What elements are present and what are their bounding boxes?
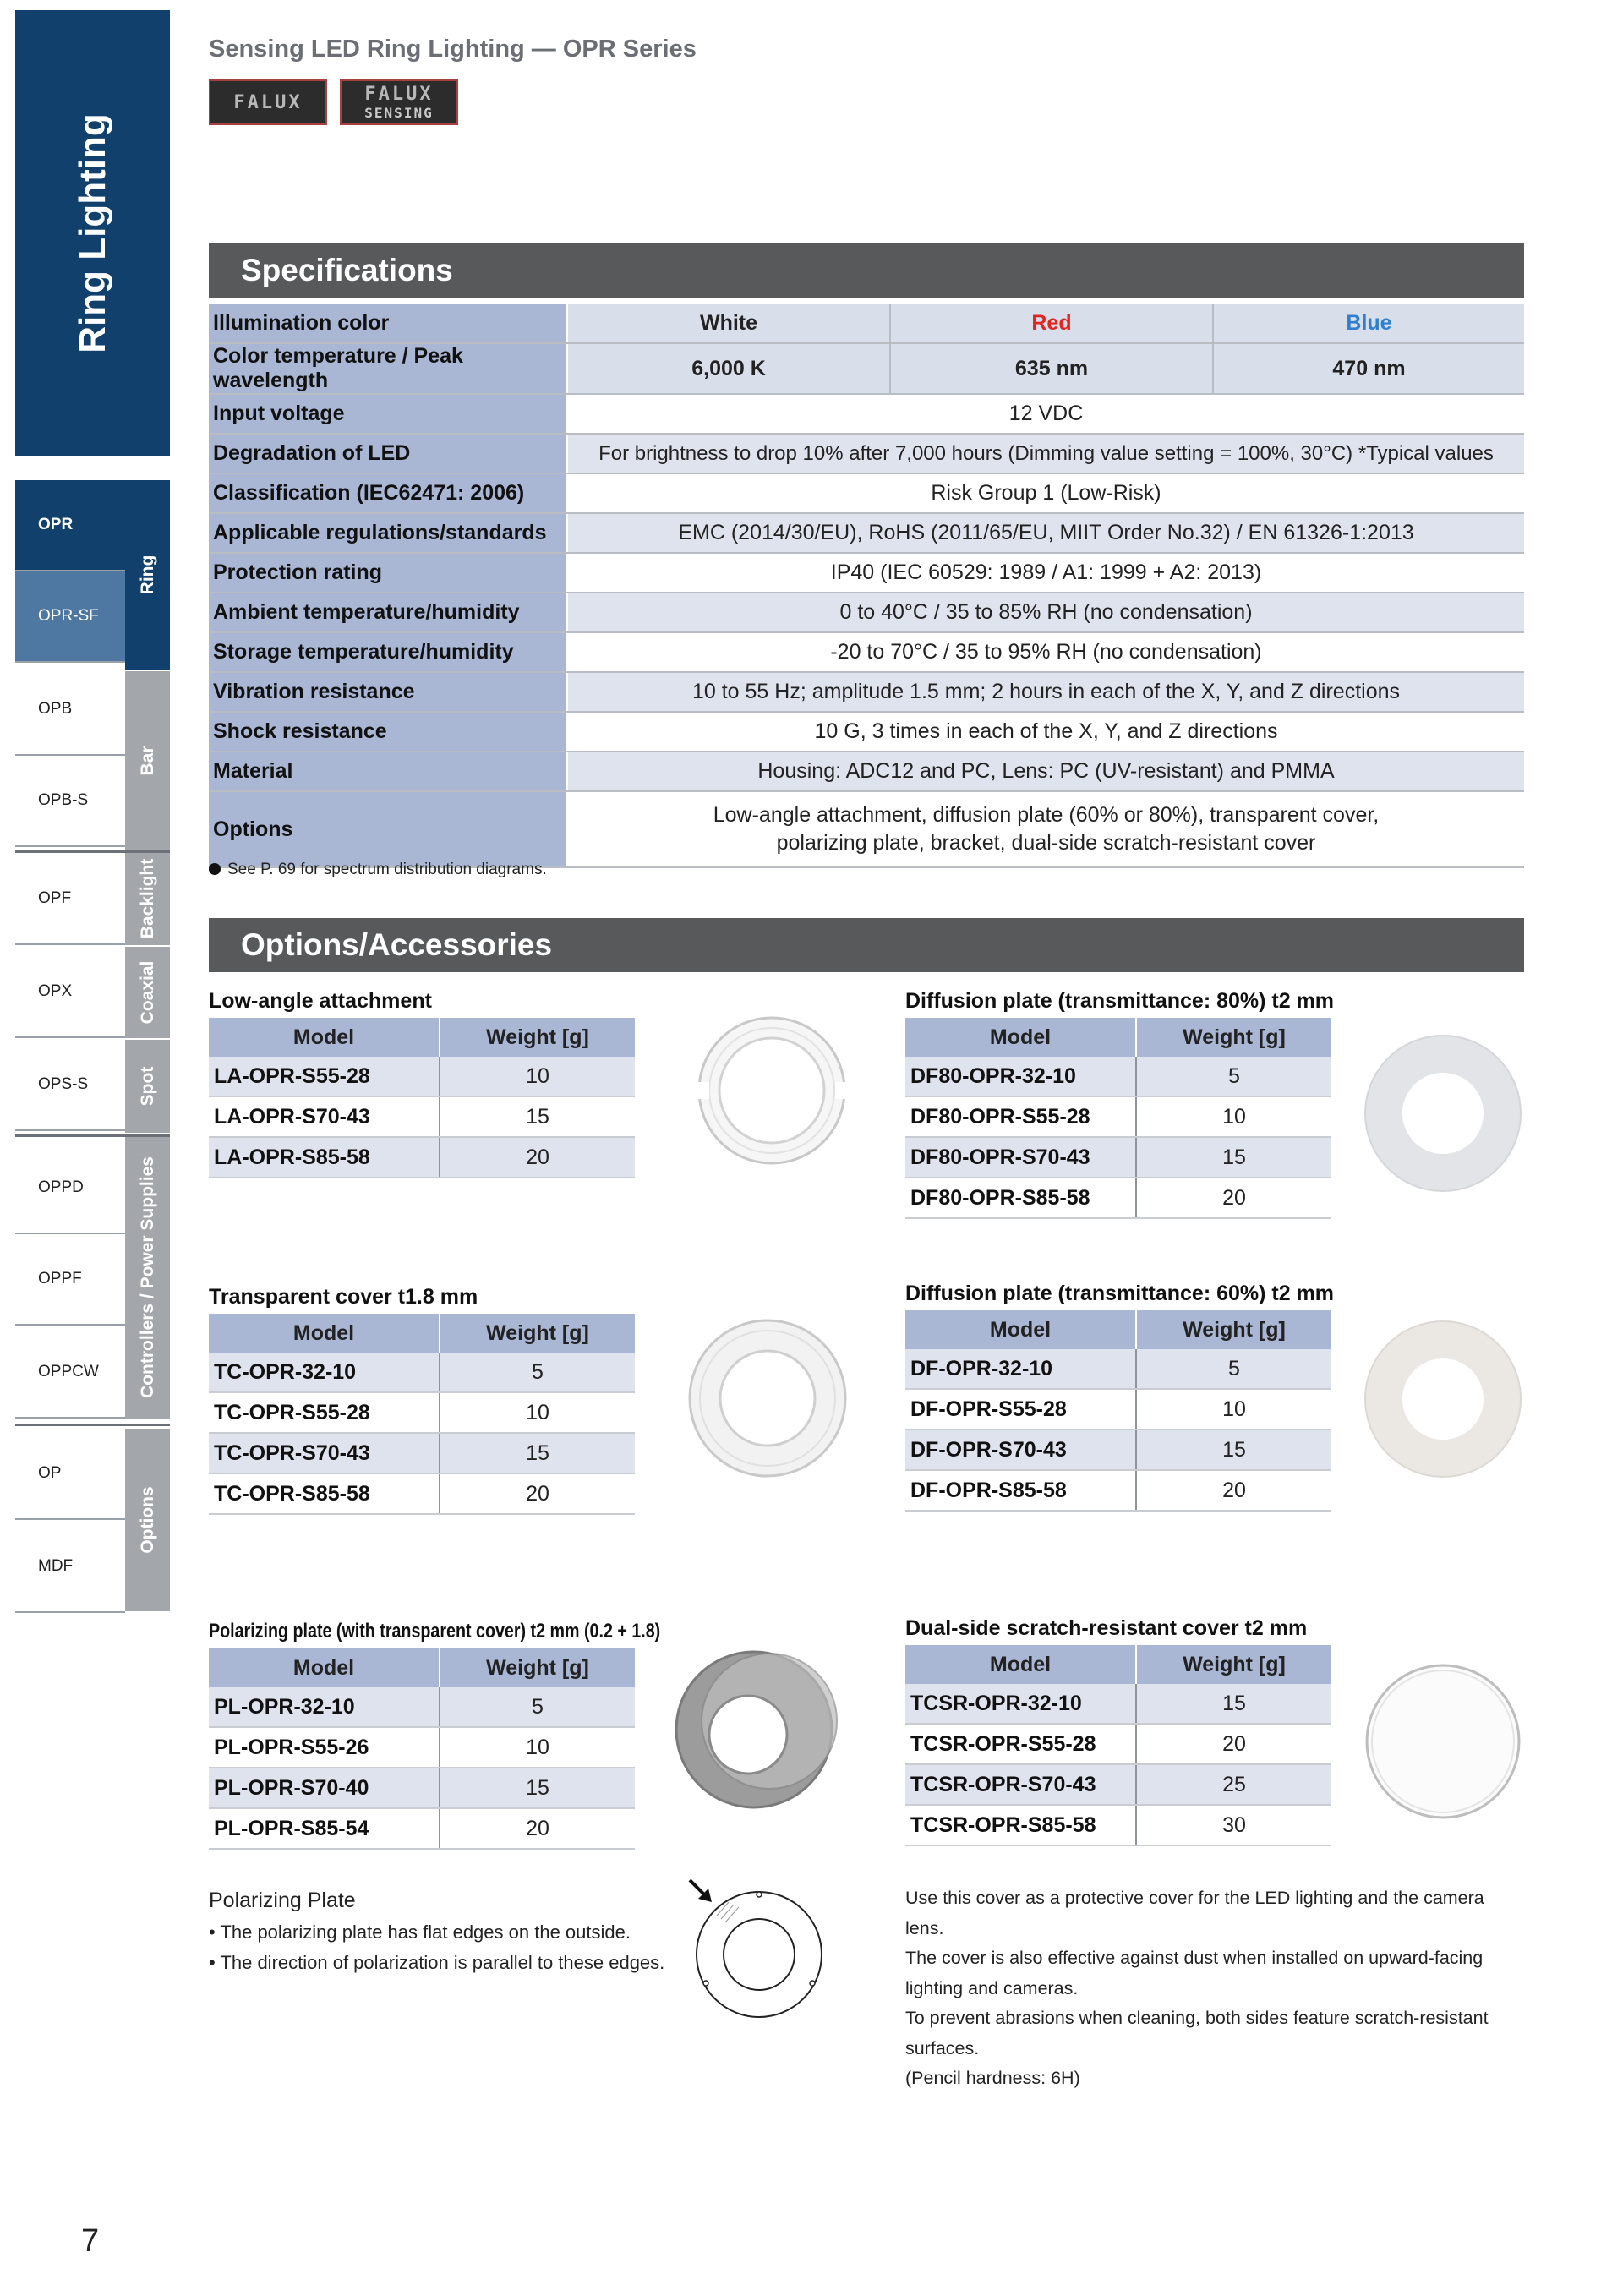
category-tab-coaxial[interactable]: Coaxial [125, 947, 170, 1040]
table-row: PL-OPR-32-10 5 [209, 1687, 635, 1727]
table-header-row: Model Weight [g] [209, 1018, 635, 1057]
polarizing-plate-title: Polarizing plate (with transparent cover) t2 mm (0.2 + 1.8) [209, 1620, 661, 1643]
sidebar-item-mdf[interactable]: MDF [15, 1522, 170, 1613]
table-row: DF80-OPR-S55-28 10 [905, 1096, 1331, 1137]
polarizing-plate-table [209, 1648, 635, 1850]
table-row: TC-OPR-32-10 5 [209, 1353, 635, 1392]
cover-notes: Use this cover as a protective cover for the LED lighting and the camera lens. The cover is also effective against dust when installed on upward-facing lighting and cameras. To prevent abrasions when cleaning, both sides feature scratch-resistant surfaces. (Pencil hardness: 6H) [905, 1888, 1489, 2088]
options-accessories-heading: Options/Accessories [209, 918, 1524, 972]
sidebar-item-oppd[interactable]: OPPD [15, 1143, 170, 1234]
sidebar-item-opf[interactable]: OPF [15, 854, 170, 945]
sidebar-item-opx[interactable]: OPX [15, 947, 170, 1038]
sidebar-group-divider [15, 1134, 170, 1137]
table-row: Storage temperature/humidity -20 to 70°C / 35 to 95% RH (no condensation) [209, 632, 1524, 672]
falux-logo: FALUX [209, 79, 327, 125]
table-row: Applicable regulations/standards EMC (2014/30/EU), RoHS (2011/65/EU, MIIT Order No.32) / EN 61326-1:2013 [209, 513, 1524, 553]
table-row: Ambient temperature/humidity 0 to 40°C / 35 to 85% RH (no condensation) [209, 593, 1524, 632]
transparent-cover-title: Transparent cover t1.8 mm [209, 1285, 478, 1309]
diffusion-60-plate-image [1363, 1319, 1523, 1479]
table-row: DF80-OPR-32-10 5 [905, 1057, 1331, 1096]
sidebar-group-divider [15, 850, 170, 853]
table-row: DF80-OPR-S70-43 15 [905, 1137, 1331, 1178]
diffusion-80-plate-image [1363, 1033, 1523, 1194]
table-row: DF80-OPR-S85-58 20 [905, 1178, 1331, 1218]
table-row: DF-OPR-S70-43 15 [905, 1430, 1331, 1470]
low-angle-title: Low-angle attachment [209, 989, 432, 1013]
category-tab-backlight[interactable]: Backlight [125, 852, 170, 947]
category-tab-ring[interactable]: Ring [125, 480, 170, 671]
table-header-row: Model Weight [g] [209, 1648, 635, 1687]
category-tab-spot[interactable]: Spot [125, 1040, 170, 1134]
diffusion-80-title: Diffusion plate (transmittance: 80%) t2 mm [905, 989, 1335, 1013]
table-row: LA-OPR-S55-28 10 [209, 1057, 635, 1096]
polarizing-plate-image [659, 1643, 854, 1812]
table-row: DF-OPR-32-10 5 [905, 1349, 1331, 1389]
table-row: PL-OPR-S55-26 10 [209, 1727, 635, 1768]
transparent-cover-table [209, 1314, 635, 1515]
sidebar-item-oppcw[interactable]: OPPCW [15, 1327, 170, 1419]
diffusion-80-table [905, 1018, 1331, 1219]
sidebar-item-opb[interactable]: OPB [15, 664, 170, 756]
table-row: TCSR-OPR-S70-43 25 [905, 1764, 1331, 1805]
scratch-cover-image [1363, 1657, 1523, 1826]
table-row: TC-OPR-S55-28 10 [209, 1392, 635, 1433]
table-row: TC-OPR-S70-43 15 [209, 1433, 635, 1473]
table-header-row: Model Weight [g] [905, 1310, 1331, 1349]
table-row: PL-OPR-S70-40 15 [209, 1768, 635, 1808]
table-row: TCSR-OPR-S55-28 20 [905, 1724, 1331, 1764]
table-row: DF-OPR-S85-58 20 [905, 1470, 1331, 1511]
table-row: Options Low-angle attachment, diffusion plate (60% or 80%), transparent cover, polarizing plate, bracket, dual-side scratch-resistant cover [209, 791, 1524, 867]
table-row: Illumination color White Red Blue [209, 304, 1524, 343]
category-tab-controllers[interactable]: Controllers / Power Supplies [125, 1136, 170, 1420]
table-header-row: Model Weight [g] [905, 1018, 1331, 1057]
polarizing-notes-list [209, 1917, 664, 1977]
list-item: • The direction of polarization is parallel to these edges. [209, 1951, 665, 1973]
category-tab-options[interactable]: Options [125, 1429, 170, 1613]
diffusion-60-title: Diffusion plate (transmittance: 60%) t2 mm [905, 1282, 1335, 1305]
falux-sensing-logo: FALUX SENSING [340, 79, 458, 125]
sidebar-item-opb-s[interactable]: OPB-S [15, 756, 170, 847]
table-header-row: Model Weight [g] [905, 1645, 1331, 1684]
polarizing-direction-diagram [686, 1877, 830, 2020]
low-angle-attachment-image [683, 1014, 861, 1167]
transparent-cover-image [683, 1314, 852, 1483]
list-item: • The polarizing plate has flat edges on the outside. [209, 1922, 631, 1943]
table-row: Degradation of LED For brightness to drop 10% after 7,000 hours (Dimming value setting = 100%, 30°C) *Typical values [209, 434, 1524, 473]
table-header-row: Model Weight [g] [209, 1314, 635, 1353]
bullet-icon [209, 863, 221, 875]
page-number: 7 [81, 2223, 100, 2259]
scratch-cover-table [905, 1645, 1331, 1846]
sidebar-item-oppf[interactable]: OPPF [15, 1234, 170, 1326]
sidebar-item-opr[interactable]: OPR [15, 480, 170, 571]
table-row: PL-OPR-S85-54 20 [209, 1808, 635, 1849]
low-angle-table [209, 1018, 635, 1178]
table-row: LA-OPR-S85-58 20 [209, 1137, 635, 1178]
category-tab-bar[interactable]: Bar [125, 671, 170, 852]
table-row: Shock resistance 10 G, 3 times in each of the X, Y, and Z directions [209, 712, 1524, 752]
table-row: Vibration resistance 10 to 55 Hz; amplitude 1.5 mm; 2 hours in each of the X, Y, and Z directions [209, 672, 1524, 712]
table-row: TCSR-OPR-S85-58 30 [905, 1805, 1331, 1845]
table-row: Protection rating IP40 (IEC 60529: 1989 / A1: 1999 + A2: 2013) [209, 553, 1524, 593]
specifications-heading: Specifications [209, 243, 1524, 298]
series-title: Sensing LED Ring Lighting — OPR Series [209, 36, 697, 63]
sidebar-item-op[interactable]: OP [15, 1429, 170, 1520]
sidebar-section-title: Ring Lighting [15, 10, 170, 456]
specifications-table [209, 304, 1524, 868]
sidebar-item-opr-sf[interactable]: OPR-SF [15, 571, 170, 663]
table-row: Material Housing: ADC12 and PC, Lens: PC (UV-resistant) and PMMA [209, 752, 1524, 791]
scratch-cover-title: Dual-side scratch-resistant cover t2 mm [905, 1616, 1308, 1640]
table-row: DF-OPR-S55-28 10 [905, 1389, 1331, 1430]
spectrum-note: See P. 69 for spectrum distribution diagrams. [209, 861, 547, 879]
table-row: Input voltage 12 VDC [209, 394, 1524, 434]
table-row: Classification (IEC62471: 2006) Risk Group 1 (Low-Risk) [209, 473, 1524, 513]
sidebar-group-divider [15, 1424, 170, 1426]
polarizing-notes-title: Polarizing Plate [209, 1889, 356, 1912]
table-row: TCSR-OPR-32-10 15 [905, 1684, 1331, 1724]
table-row: Color temperature / Peak wavelength 6,000 K 635 nm 470 nm [209, 343, 1524, 394]
table-row: TC-OPR-S85-58 20 [209, 1473, 635, 1514]
sidebar-item-ops-s[interactable]: OPS-S [15, 1040, 170, 1131]
table-row: LA-OPR-S70-43 15 [209, 1096, 635, 1137]
diffusion-60-table [905, 1310, 1331, 1512]
